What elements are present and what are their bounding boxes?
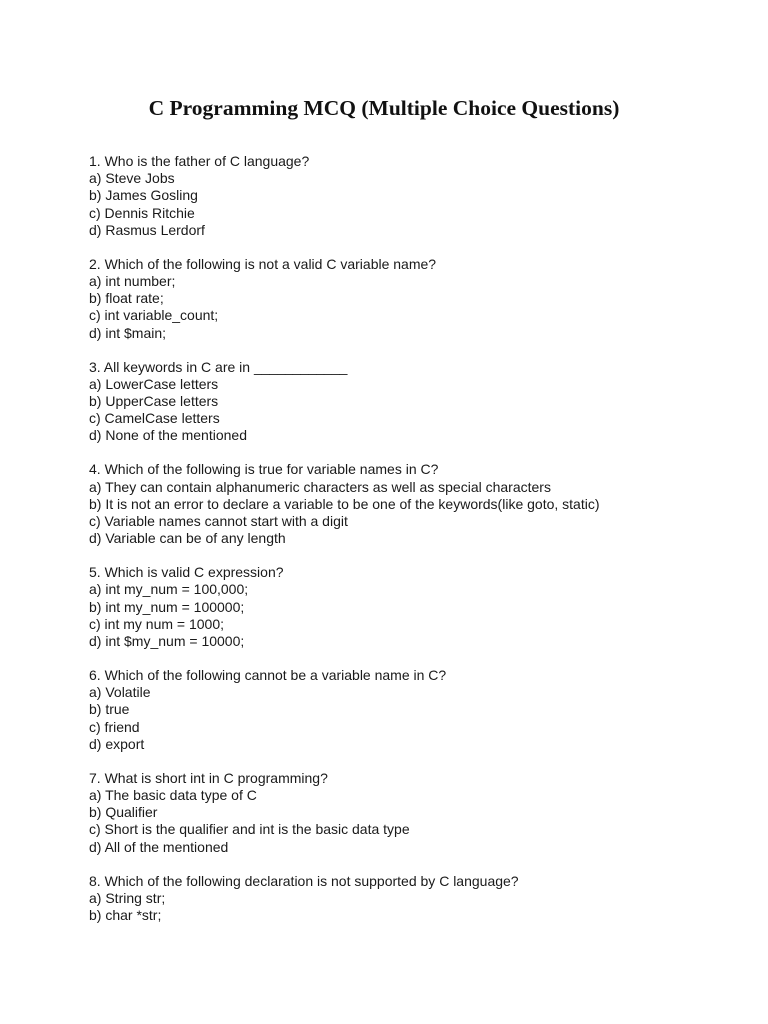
- option-c: c) friend: [89, 718, 140, 735]
- option-d: d) int $main;: [89, 324, 167, 341]
- option-a: a) int my_num = 100,000;: [89, 581, 249, 598]
- question-6: [89, 667, 749, 753]
- option-d: d) Variable can be of any length: [89, 530, 286, 547]
- question-2: [89, 256, 749, 342]
- option-d: d) Rasmus Lerdorf: [89, 221, 205, 238]
- option-c: c) Short is the qualifier and int is the basic data type: [89, 821, 410, 838]
- question-text: 2. Which of the following is not a valid C variable name?: [89, 255, 437, 272]
- option-d: d) None of the mentioned: [89, 427, 247, 444]
- option-c: c) Variable names cannot start with a digit: [89, 513, 348, 530]
- option-a: a) int number;: [89, 273, 176, 290]
- question-4: [89, 461, 749, 547]
- option-b: b) char *str;: [89, 907, 162, 924]
- question-text: 3. All keywords in C are in ____________: [89, 358, 348, 375]
- question-text: 7. What is short int in C programming?: [89, 769, 328, 786]
- option-d: d) int $my_num = 10000;: [89, 633, 245, 650]
- question-text: 6. Which of the following cannot be a variable name in C?: [89, 667, 447, 684]
- option-a: a) Steve Jobs: [89, 170, 175, 187]
- option-d: d) All of the mentioned: [89, 838, 229, 855]
- option-b: b) UpperCase letters: [89, 393, 219, 410]
- option-a: a) The basic data type of C: [89, 787, 257, 804]
- question-8: [89, 873, 749, 925]
- option-b: b) float rate;: [89, 290, 164, 307]
- question-text: 1. Who is the father of C language?: [89, 153, 310, 169]
- option-b: b) int my_num = 100000;: [89, 598, 245, 615]
- option-c: c) Dennis Ritchie: [89, 204, 195, 221]
- option-b: b) It is not an error to declare a variable to be one of the keywords(like goto, static): [89, 495, 600, 512]
- option-b: b) Qualifier: [89, 804, 158, 821]
- question-7: [89, 770, 749, 856]
- question-1: [89, 153, 749, 239]
- question-3: [89, 359, 749, 445]
- question-list: [89, 153, 749, 941]
- question-text: 5. Which is valid C expression?: [89, 564, 284, 581]
- question-text: 4. Which of the following is true for variable names in C?: [89, 461, 439, 478]
- option-c: c) CamelCase letters: [89, 410, 220, 427]
- page-title: C Programming MCQ (Multiple Choice Questions): [148, 96, 620, 120]
- option-b: b) James Gosling: [89, 187, 198, 204]
- option-b: b) true: [89, 701, 130, 718]
- option-c: c) int my num = 1000;: [89, 615, 225, 632]
- option-c: c) int variable_count;: [89, 307, 219, 324]
- option-d: d) export: [89, 735, 145, 752]
- option-a: a) String str;: [89, 889, 166, 906]
- question-5: [89, 564, 749, 650]
- option-a: a) LowerCase letters: [89, 375, 219, 392]
- option-a: a) They can contain alphanumeric characters as well as special characters: [89, 478, 551, 495]
- question-text: 8. Which of the following declaration is not supported by C language?: [89, 872, 519, 889]
- option-a: a) Volatile: [89, 684, 151, 701]
